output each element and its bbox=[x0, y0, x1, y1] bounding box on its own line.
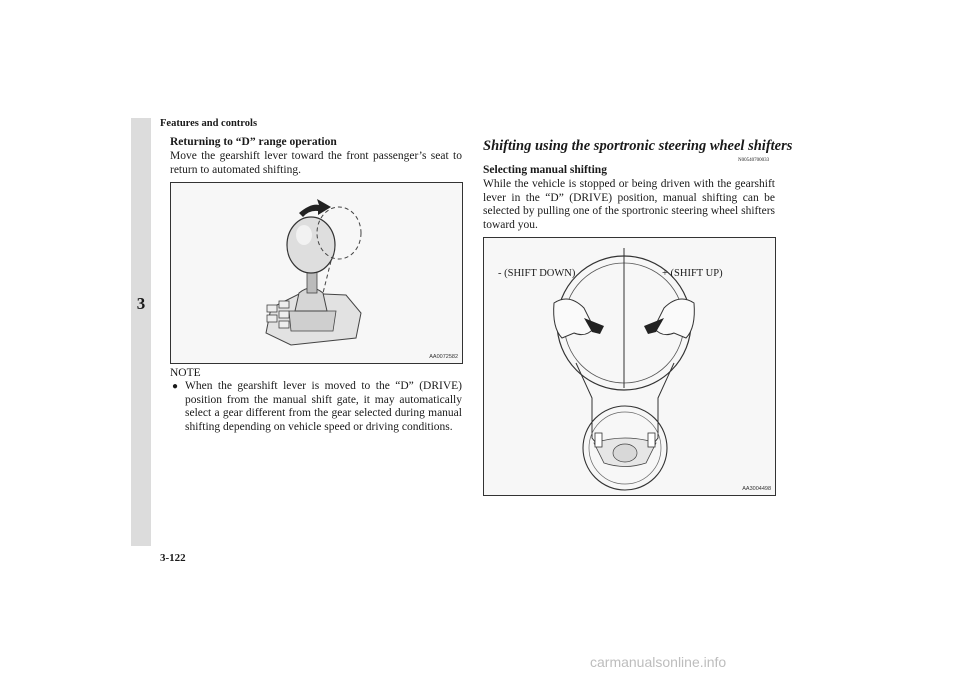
figure-code: AA3004498 bbox=[742, 486, 771, 492]
figure-code: AA0072582 bbox=[429, 354, 458, 360]
shift-up-label: + (SHIFT UP) bbox=[662, 268, 723, 279]
chapter-sidebar bbox=[131, 118, 151, 546]
steering-figure bbox=[483, 237, 776, 496]
manual-shifting-body: While the vehicle is stopped or being driven with the gearshift lever in the “D” (DRIVE) position, manual shifting can be selected by pulling one of the sportronic steering wheel shifters toward you. bbox=[483, 178, 775, 231]
chapter-number: 3 bbox=[136, 294, 146, 313]
note-item bbox=[172, 380, 462, 434]
gearshift-figure bbox=[170, 182, 463, 364]
section-code: N00540700033 bbox=[738, 158, 770, 163]
note-label: NOTE bbox=[170, 367, 201, 379]
returning-heading: Returning to “D” range operation bbox=[170, 136, 337, 148]
watermark: carmanualsonline.info bbox=[590, 654, 727, 670]
returning-body: Move the gearshift lever toward the front passenger’s seat to return to automated shifting. bbox=[170, 150, 462, 176]
arrow-icon bbox=[299, 199, 331, 217]
section-title: Shifting using the sportronic steering wheel shifters bbox=[483, 138, 793, 154]
page-number: 3-122 bbox=[160, 552, 186, 564]
note-text: When the gearshift lever is moved to the “D” (DRIVE) position from the manual shift gate, it may automatically select a gear different from the gear selected during manual shifting depending on vehicle speed or driving conditions. bbox=[185, 380, 462, 433]
manual-shifting-heading: Selecting manual shifting bbox=[483, 164, 607, 176]
page-header: Features and controls bbox=[160, 118, 258, 129]
gearshift-illustration bbox=[171, 183, 462, 363]
shift-down-label: - (SHIFT DOWN) bbox=[498, 268, 576, 279]
bullet-icon: ● bbox=[172, 381, 179, 392]
